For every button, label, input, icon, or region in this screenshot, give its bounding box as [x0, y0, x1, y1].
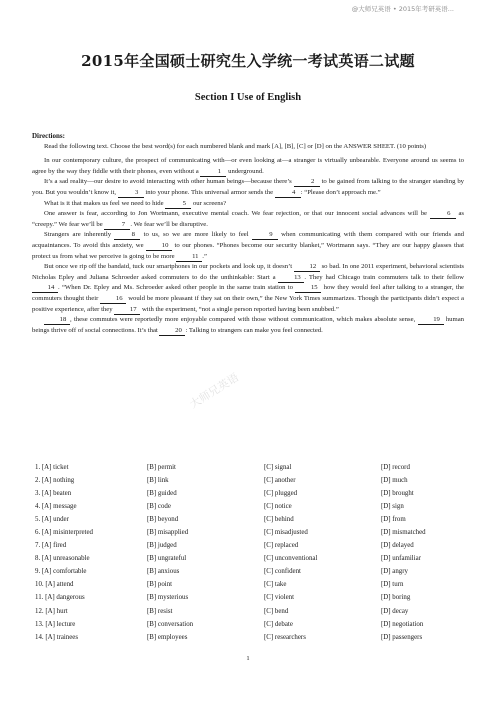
blank-11: 11	[176, 253, 202, 262]
directions-heading: Directions:	[32, 132, 65, 140]
option-c: [C] debate	[264, 620, 293, 628]
blank-18: 18	[44, 316, 70, 325]
option-row	[35, 461, 465, 474]
option-d: [D] delayed	[381, 542, 414, 550]
blank-9: 9	[252, 231, 278, 240]
option-row	[35, 513, 465, 526]
paragraph-2: It’s a sad reality—our desire to avoid interacting with other human beings—because there’s 2 to be gained from talking to the stranger standing by you. But you wouldn’t know it, 3 into your phone. This universal armor sends the 4 : “Please don’t approach me.”	[32, 178, 465, 196]
paragraph-1: In our contemporary culture, the prospect of communicating with—or even looking at—a stranger is virtually unbearable. Everyone around us seems to agree by the way they fiddle with their phones, even without a 1 underground.	[32, 157, 464, 175]
option-b: [B] permit	[147, 464, 176, 472]
blank-12: 12	[294, 263, 320, 272]
option-a: 9. [A] comfortable	[35, 568, 87, 576]
header-note: @大师兄英语 • 2015年考研英语...	[351, 5, 454, 13]
watermark: 大师兄英语	[187, 370, 241, 412]
option-c: [C] plugged	[264, 490, 298, 498]
directions-text: Read the following text. Choose the best word(s) for each numbered blank and mark [A], [B], [C] or [D] on the ANSWER SHEET. (10 points)	[44, 142, 427, 150]
option-b: [B] employees	[147, 633, 188, 641]
option-d: [D] passengers	[381, 633, 423, 641]
option-b: [B] resist	[147, 607, 173, 615]
option-d: [D] record	[381, 464, 410, 472]
option-row	[35, 526, 465, 539]
blank-13: 13	[278, 274, 304, 283]
option-d: [D] boring	[381, 594, 411, 602]
option-b: [B] guided	[147, 490, 177, 498]
option-c: [C] replaced	[264, 542, 299, 550]
blank-10: 10	[146, 242, 172, 251]
paragraph-3: What is it that makes us feel we need to hide 5 our screens?	[44, 199, 227, 207]
option-c: [C] unconventional	[264, 555, 318, 563]
document-body	[32, 131, 464, 336]
section-title: Section I Use of English	[194, 92, 302, 103]
paragraph-6: But once we rip off the bandaid, tuck our smartphones in our pockets and look up, it doesn’t 12 so bad. In one 2011 experiment, behavioral scientists Nicholas Epley and Juliana Schroeder asked commuters to do the unthinkable: Start a 13 . They had Chicago train commuters talk to their fellow 14 . “When Dr. Epley and Ms. Schroeder asked other people in the same train station to 15 how they would feel after talking to a stranger, the commuters thought their 16 would be more pleasant if they sat on their own,” the New York Times summarizes. Though the participants didn’t expect a positive experience, after they 17 with the experiment, “not a single person reported having been snubbed.”	[32, 263, 465, 313]
option-d: [D] from	[381, 516, 406, 524]
blank-19: 19	[418, 316, 444, 325]
paragraph-5: Strangers are inherently 8 to us, so we are more likely to feel 9 when communicating with them compared with our friends and acquaintances. To avoid this anxiety, we 10 to our phones. “Phones become our security blanket,” Wortmann says. “They are our happy glasses that protect us from what we perceive is going to be more 11 .”	[32, 231, 465, 260]
option-row	[35, 631, 465, 644]
option-c: [C] take	[264, 581, 287, 589]
option-b: [B] link	[147, 477, 169, 485]
blank-16: 16	[100, 295, 126, 304]
option-a: 2. [A] nothing	[35, 477, 75, 485]
option-row	[35, 552, 465, 565]
option-c: [C] violent	[264, 594, 295, 602]
option-a: 3. [A] beaten	[35, 490, 72, 498]
option-row	[35, 618, 465, 631]
option-c: [C] signal	[264, 464, 292, 472]
option-row	[35, 500, 465, 513]
option-row	[35, 565, 465, 578]
blank-15: 15	[295, 284, 321, 293]
option-b: [B] ungrateful	[147, 555, 187, 563]
option-d: [D] turn	[381, 581, 404, 589]
option-d: [D] brought	[381, 490, 414, 498]
option-c: [C] misadjusted	[264, 529, 308, 537]
option-row	[35, 487, 465, 500]
option-row	[35, 539, 465, 552]
option-a: 8. [A] unreasonable	[35, 555, 90, 563]
blank-14: 14	[32, 284, 58, 293]
option-c: [C] bend	[264, 607, 289, 615]
option-a: 14. [A] trainees	[35, 633, 79, 641]
option-d: [D] unfamiliar	[381, 555, 421, 563]
blank-5: 5	[165, 200, 191, 209]
option-b: [B] mysterious	[147, 594, 189, 602]
option-c: [C] notice	[264, 503, 292, 511]
blank-7: 7	[104, 221, 130, 230]
option-b: [B] conversation	[147, 620, 194, 628]
option-b: [B] code	[147, 503, 171, 511]
page-title: 2015年全国硕士研究生入学统一考试英语二试题	[81, 52, 415, 70]
blank-20: 20	[159, 327, 185, 336]
blank-2: 2	[294, 178, 320, 187]
blank-4: 4	[275, 189, 301, 198]
option-a: 1. [A] ticket	[35, 464, 69, 472]
option-row	[35, 474, 465, 487]
option-row	[35, 578, 465, 591]
option-d: [D] mismatched	[381, 529, 426, 537]
paragraph-7: 18 , these commutes were reportedly more enjoyable compared with those without communication, which makes absolute sense, 19 human beings thrive off of social connections. It’s that 20 : Talking to strangers can make you feel connected.	[32, 316, 465, 334]
blank-17: 17	[114, 306, 140, 315]
option-a: 6. [A] misinterpreted	[35, 529, 93, 537]
page-number: 1	[246, 655, 250, 662]
option-d: [D] sign	[381, 503, 404, 511]
option-b: [B] point	[147, 581, 173, 589]
option-a: 5. [A] under	[35, 516, 69, 524]
option-b: [B] anxious	[147, 568, 180, 576]
option-c: [C] another	[264, 477, 296, 485]
option-b: [B] misapplied	[147, 529, 189, 537]
option-b: [B] beyond	[147, 516, 179, 524]
option-a: 10. [A] attend	[35, 581, 74, 589]
option-d: [D] angry	[381, 568, 408, 576]
option-a: 11. [A] dangerous	[35, 594, 85, 602]
blank-3: 3	[118, 189, 144, 198]
answer-options	[35, 461, 465, 644]
option-c: [C] behind	[264, 516, 294, 524]
option-a: 12. [A] hurt	[35, 607, 68, 615]
option-a: 4. [A] message	[35, 503, 77, 511]
option-a: 7. [A] fired	[35, 542, 67, 550]
option-c: [C] researchers	[264, 633, 306, 641]
option-d: [D] decay	[381, 607, 409, 615]
option-d: [D] negotiation	[381, 620, 424, 628]
paragraph-4: One answer is fear, according to Jon Wortmann, executive mental coach. We fear rejection, or that our innocent social advances will be 6 as “creepy.” We fear we’ll be 7 . We fear we’ll be disruptive.	[32, 210, 465, 228]
blank-6: 6	[430, 210, 456, 219]
option-c: [C] confident	[264, 568, 301, 576]
option-b: [B] judged	[147, 542, 177, 550]
option-a: 13. [A] lecture	[35, 620, 76, 628]
option-row	[35, 605, 465, 618]
option-d: [D] much	[381, 477, 408, 485]
blank-1: 1	[200, 168, 226, 177]
option-row	[35, 591, 465, 604]
blank-8: 8	[114, 231, 140, 240]
